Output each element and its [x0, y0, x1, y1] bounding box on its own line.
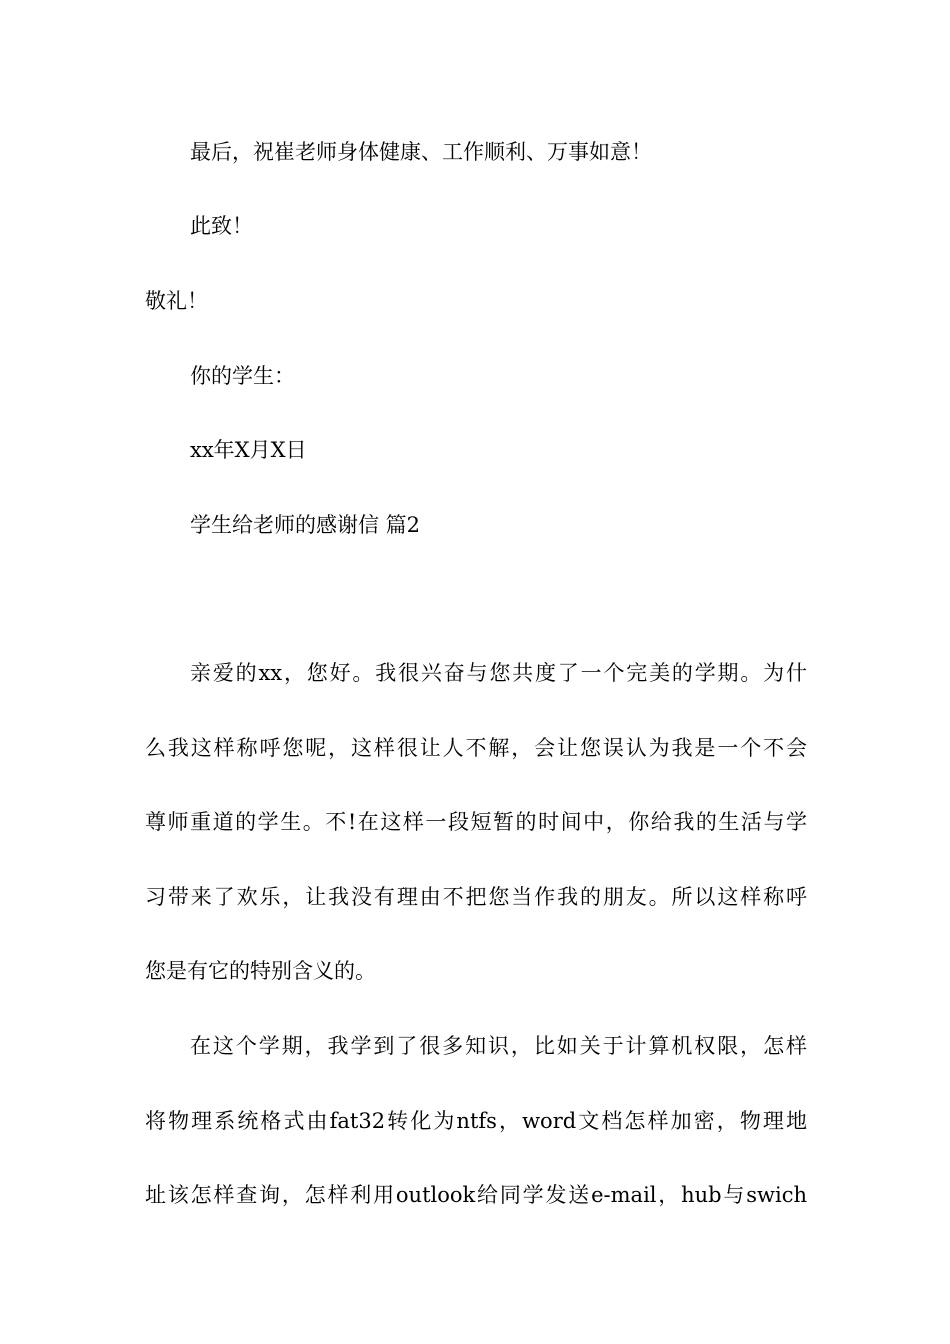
paragraph1-line: 尊师重道的学生。不!在这样一段短暂的时间中，你给我的生活与学 — [145, 810, 807, 834]
closing-date: xx年X月X日 — [190, 438, 307, 462]
closing-wish: 最后，祝崔老师身体健康、工作顺利、万事如意！ — [190, 140, 652, 164]
closing-signature: 你的学生： — [190, 364, 295, 388]
paragraph1-line: 么我这样称呼您呢，这样很让人不解，会让您误认为我是一个不会 — [145, 736, 807, 760]
paragraph1-line: 亲爱的xx，您好。我很兴奋与您共度了一个完美的学期。为什 — [190, 661, 807, 685]
closing-salutation: 此致！ — [190, 214, 253, 238]
paragraph2-line: 在这个学期，我学到了很多知识，比如关于计算机权限，怎样 — [190, 1034, 807, 1058]
paragraph1-line: 习带来了欢乐，让我没有理由不把您当作我的朋友。所以这样称呼 — [145, 885, 807, 909]
section-title: 学生给老师的感谢信 篇2 — [190, 513, 421, 537]
paragraph1-line: 您是有它的特别含义的。 — [145, 959, 376, 983]
paragraph2-line: 址该怎样查询，怎样利用outlook给同学发送e-mail，hub与swich — [145, 1183, 807, 1207]
closing-respect: 敬礼！ — [145, 289, 208, 313]
paragraph2-line: 将物理系统格式由fat32转化为ntfs，word文档怎样加密，物理地 — [145, 1109, 807, 1133]
